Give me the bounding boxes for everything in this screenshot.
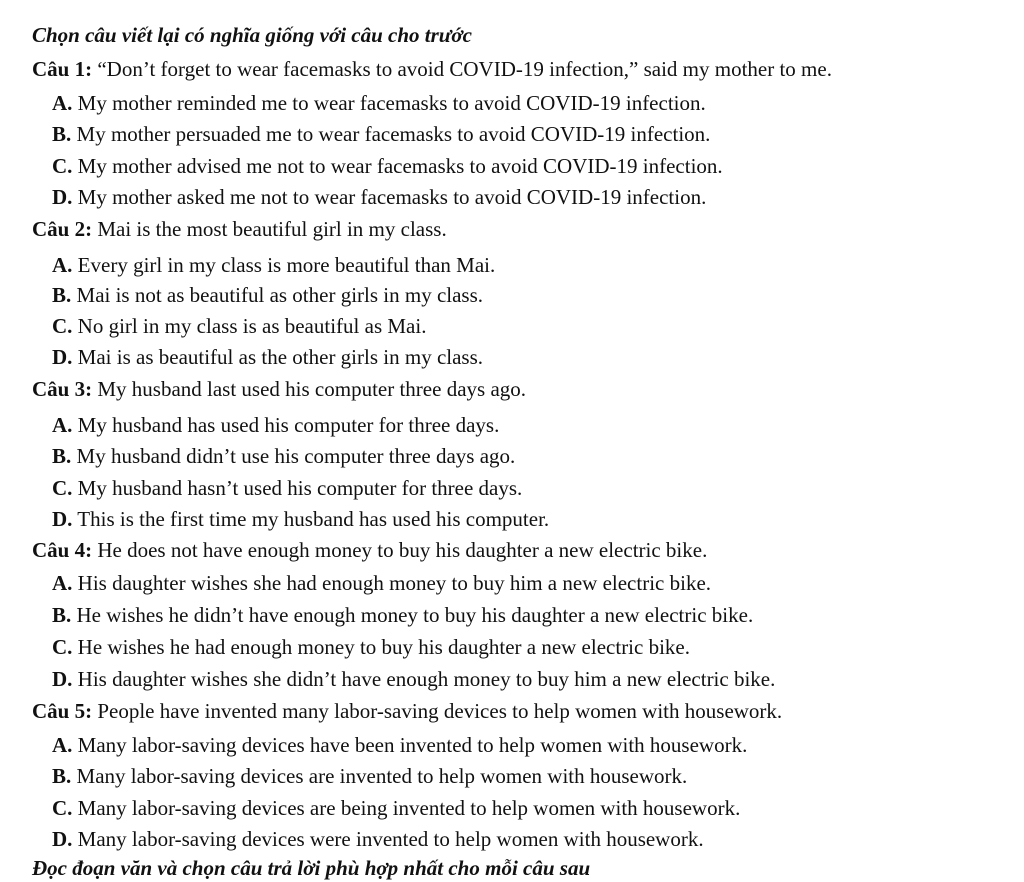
question-4-option-d[interactable]: [52, 665, 775, 693]
question-1-option-b[interactable]: [52, 120, 710, 148]
option-text: My husband hasn’t used his computer for three days.: [77, 476, 523, 500]
option-text: My mother asked me not to wear facemasks to avoid COVID-19 infection.: [77, 185, 707, 209]
option-letter: A.: [52, 733, 73, 757]
question-4-text: He does not have enough money to buy his daughter a new electric bike.: [97, 538, 708, 562]
question-2-option-d[interactable]: [52, 343, 483, 371]
option-text: No girl in my class is as beautiful as Mai.: [77, 314, 427, 338]
question-4: [32, 536, 707, 564]
option-letter: A.: [52, 571, 73, 595]
section-heading: Chọn câu viết lại có nghĩa giống với câu cho trước: [32, 23, 472, 47]
option-letter: C.: [52, 796, 73, 820]
option-letter: D.: [52, 507, 73, 531]
question-1: [32, 55, 832, 83]
question-2-option-c[interactable]: [52, 312, 426, 340]
option-letter: D.: [52, 345, 73, 369]
option-letter: D.: [52, 667, 73, 691]
option-text: Many labor-saving devices have been invented to help women with housework.: [77, 733, 748, 757]
option-letter: C.: [52, 476, 73, 500]
option-text: Many labor-saving devices were invented to help women with housework.: [77, 827, 704, 851]
option-letter: B.: [52, 122, 72, 146]
option-text: His daughter wishes she didn’t have enough money to buy him a new electric bike.: [77, 667, 776, 691]
option-letter: B.: [52, 283, 72, 307]
option-letter: B.: [52, 603, 72, 627]
option-text: He wishes he had enough money to buy his daughter a new electric bike.: [77, 635, 690, 659]
question-5-option-d[interactable]: [52, 825, 704, 853]
question-3-option-d[interactable]: [52, 505, 549, 533]
option-text: Mai is not as beautiful as other girls in my class.: [76, 283, 484, 307]
option-text: My mother persuaded me to wear facemasks to avoid COVID-19 infection.: [76, 122, 711, 146]
option-text: My mother reminded me to wear facemasks to avoid COVID-19 infection.: [77, 91, 706, 115]
option-text: My husband didn’t use his computer three days ago.: [76, 444, 516, 468]
question-3: [32, 375, 526, 403]
option-letter: B.: [52, 444, 72, 468]
question-2-text: Mai is the most beautiful girl in my class.: [97, 217, 447, 241]
option-letter: C.: [52, 154, 73, 178]
question-2-option-a[interactable]: [52, 251, 495, 279]
question-5-label: Câu 5:: [32, 699, 93, 723]
option-letter: D.: [52, 185, 73, 209]
option-letter: D.: [52, 827, 73, 851]
option-letter: A.: [52, 253, 73, 277]
option-text: My husband has used his computer for three days.: [77, 413, 500, 437]
question-2: [32, 215, 447, 243]
option-text: My mother advised me not to wear facemasks to avoid COVID-19 infection.: [77, 154, 723, 178]
question-2-label: Câu 2:: [32, 217, 93, 241]
question-5-option-c[interactable]: [52, 794, 740, 822]
question-3-option-a[interactable]: [52, 411, 499, 439]
question-4-option-a[interactable]: [52, 569, 711, 597]
question-3-label: Câu 3:: [32, 377, 93, 401]
option-text: Many labor-saving devices are being invented to help women with housework.: [77, 796, 741, 820]
option-text: This is the first time my husband has used his computer.: [77, 507, 550, 531]
question-1-label: Câu 1:: [32, 57, 93, 81]
next-section-heading-cut: Đọc đoạn văn và chọn câu trả lời phù hợp nhất cho mỗi câu sau: [32, 856, 591, 880]
option-text: Every girl in my class is more beautiful than Mai.: [77, 253, 496, 277]
option-text: Mai is as beautiful as the other girls in my class.: [77, 345, 484, 369]
option-text: Many labor-saving devices are invented to help women with housework.: [76, 764, 688, 788]
option-text: His daughter wishes she had enough money to buy him a new electric bike.: [77, 571, 712, 595]
question-5-option-a[interactable]: [52, 731, 747, 759]
option-letter: B.: [52, 764, 72, 788]
question-3-option-b[interactable]: [52, 442, 515, 470]
question-1-option-a[interactable]: [52, 89, 706, 117]
question-3-option-c[interactable]: [52, 474, 522, 502]
option-text: He wishes he didn’t have enough money to buy his daughter a new electric bike.: [76, 603, 754, 627]
option-letter: C.: [52, 314, 73, 338]
question-5: [32, 697, 782, 725]
question-1-option-c[interactable]: [52, 152, 723, 180]
question-2-option-b[interactable]: [52, 281, 483, 309]
question-1-text: “Don’t forget to wear facemasks to avoid COVID-19 infection,” said my mother to me.: [97, 57, 832, 81]
question-4-option-c[interactable]: [52, 633, 690, 661]
question-1-option-d[interactable]: [52, 183, 706, 211]
question-4-option-b[interactable]: [52, 601, 753, 629]
question-5-option-b[interactable]: [52, 762, 687, 790]
option-letter: A.: [52, 413, 73, 437]
option-letter: C.: [52, 635, 73, 659]
question-3-text: My husband last used his computer three days ago.: [97, 377, 527, 401]
question-4-label: Câu 4:: [32, 538, 93, 562]
question-5-text: People have invented many labor-saving devices to help women with housework.: [97, 699, 783, 723]
option-letter: A.: [52, 91, 73, 115]
